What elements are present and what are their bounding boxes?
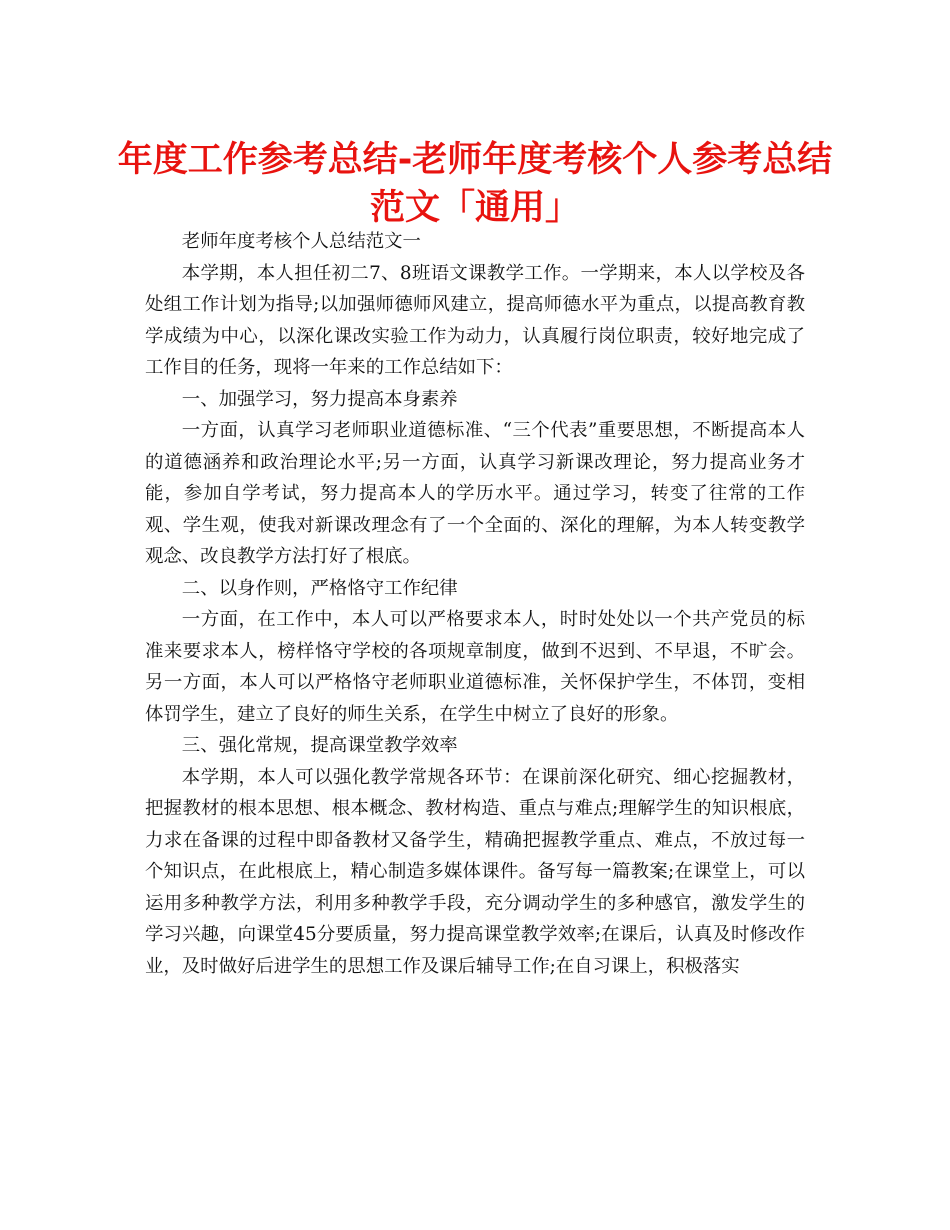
- intro-paragraph: 本学期，本人担任初二7、8班语文课教学工作。一学期来，本人以学校及各处组工作计划为指导;以加强师德师风建立，提高师德水平为重点，以提高教育教学成绩为中心，以深化课改实验工作为动力，认真履行岗位职责，较好地完成了工作目的任务，现将一年来的工作总结如下：: [145, 262, 805, 378]
- paragraph-discipline: 一方面，在工作中，本人可以严格要求本人，时时处处以一个共产党员的标准来要求本人，榜样恪守学校的各项规章制度，做到不迟到、不早退，不旷会。另一方面，本人可以严格恪守老师职业道德标准，关怀保护学生，不体罚，变相体罚学生，建立了良好的师生关系，在学生中树立了良好的形象。: [145, 609, 805, 725]
- section-title: 老师年度考核个人总结范文一: [181, 231, 421, 252]
- paragraph-study: 一方面，认真学习老师职业道德标准、“三个代表”重要思想，不断提高本人的道德涵养和政治理论水平;另一方面，认真学习新课改理论，努力提高业务才能，参加自学考试，努力提高本人的学历水平。通过学习，转变了往常的工作观、学生观，使我对新课改理念有了一个全面的、深化的理解，为本人转变教学观念、改良教学方法打好了根底。: [145, 420, 805, 567]
- paragraph-teaching: 本学期，本人可以强化教学常规各环节：在课前深化研究、细心挖掘教材，把握教材的根本思想、根本概念、教材构造、重点与难点;理解学生的知识根底，力求在备课的过程中即备教材又备学生，精确把握教学重点、难点，不放过每一个知识点，在此根底上，精心制造多媒体课件。备写每一篇教案;在课堂上，可以运用多种教学方法，利用多种教学手段，充分调动学生的多种感官，激发学生的学习兴趣，向课堂45分要质量，努力提高课堂教学效率;在课后，认真及时修改作业，及时做好后进学生的思想工作及课后辅导工作;在自习课上，积极落实: [145, 766, 805, 977]
- document-body: [145, 226, 805, 982]
- document-title: 年度工作参考总结-老师年度考核个人参考总结范文「通用」: [117, 140, 833, 228]
- heading-teaching: 三、强化常规，提高课堂教学效率: [181, 735, 458, 756]
- heading-study: 一、加强学习，努力提高本身素养: [181, 388, 458, 410]
- heading-discipline: 二、以身作则，严格恪守工作纪律: [181, 577, 458, 599]
